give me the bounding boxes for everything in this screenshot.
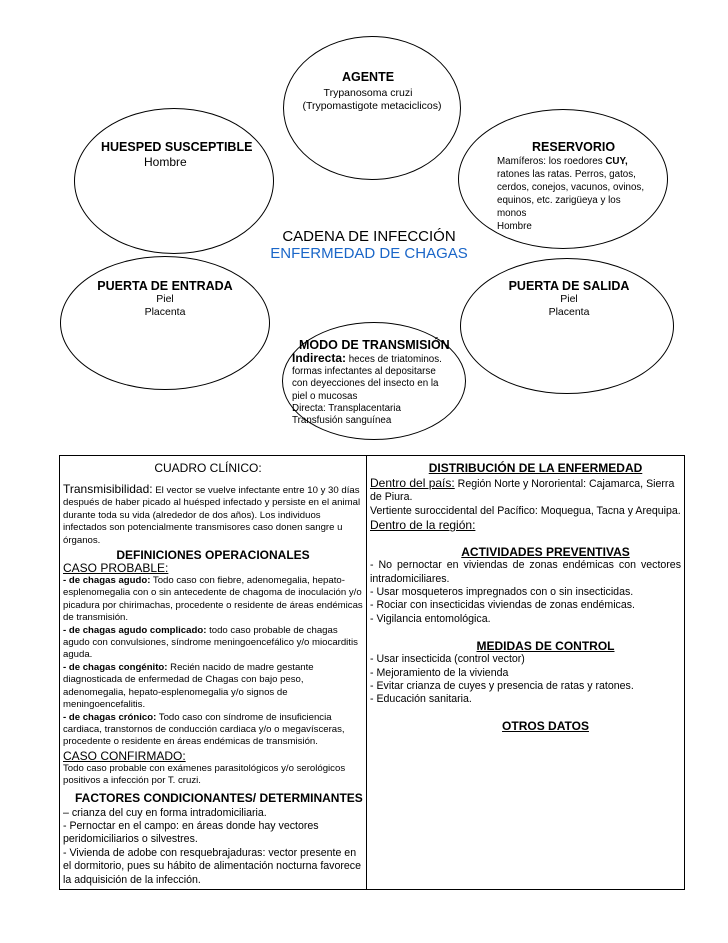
- huesped-line1: Hombre: [144, 155, 187, 169]
- agudo-text: Todo caso con fiebre, adenomegalia, hepato-esplenomegalia con o sin antecedente de chagoma de inoculación y/o picadura por chirimachas, procedente o residente de áreas endémicas de transmisión.: [63, 575, 363, 624]
- medida-4: - Educación sanitaria.: [370, 693, 472, 706]
- distribucion-heading: DISTRIBUCIÓN DE LA ENFERMEDAD: [428, 461, 643, 475]
- cronico-text: Todo caso con síndrome de insuficiencia cardiaca, transtornos de conducción cardiaca y/o o megavísceras, procedente o residente en áreas endémicas de transmisión.: [63, 711, 345, 748]
- actividades-heading: ACTIVIDADES PREVENTIVAS: [461, 545, 630, 560]
- reservorio-title: RESERVORIO: [532, 140, 616, 154]
- vertiente-text: Vertiente suroccidental del Pacífico: Moquegua, Tacna y Arequipa.: [370, 504, 681, 517]
- congenito-label: - de chagas congénito:: [63, 661, 168, 673]
- modo-text: [292, 338, 462, 432]
- complicado-text: todo caso probable de chagas agudo con convulsiones, síndrome meningoencefálico y/o miocarditis aguda.: [63, 624, 358, 661]
- medida-3: - Evitar crianza de cuyes y presencia de ratas y ratones.: [370, 680, 634, 693]
- agente-line1: Trypanosoma cruzi: [323, 87, 413, 99]
- medidas-heading: MEDIDAS DE CONTROL: [476, 639, 615, 654]
- agudo-label: - de chagas agudo:: [63, 575, 151, 587]
- medida-2: - Mejoramiento de la vivienda: [370, 666, 509, 679]
- caso-confirmado-heading: CASO CONFIRMADO:: [63, 748, 186, 763]
- modo-line: formas infectantes al depositarse: [292, 366, 436, 378]
- center-line1: CADENA DE INFECCIÓN: [282, 228, 456, 245]
- entrada-text: [90, 279, 240, 319]
- modo-line: Transfusión sanguínea: [292, 415, 392, 427]
- pais-label: Dentro del país:: [370, 476, 455, 490]
- left-column: [60, 456, 367, 890]
- modo-ind-label: Indirecta:: [292, 351, 347, 365]
- modo-line: con deyecciones del insecto en la: [292, 378, 439, 390]
- entrada-title: PUERTA DE ENTRADA: [97, 279, 233, 293]
- factor-1: – crianza del cuy en forma intradomiciliaria.: [63, 806, 267, 819]
- center-line2: ENFERMEDAD DE CHAGAS: [270, 245, 468, 262]
- huesped-text: [101, 140, 261, 169]
- agente-line2: (Trypomastigote metaciclicos): [302, 100, 442, 112]
- medida-1: - Usar insecticida (control vector): [370, 653, 525, 666]
- reservorio-text: [497, 140, 647, 232]
- actividad-1: - No pernoctar en viviendas de zonas endémicas con vectores intradomiciliares.: [370, 559, 681, 585]
- huesped-title: HUESPED SUSCEPTIBLE: [101, 140, 253, 154]
- reservorio-text-c: ratones las ratas. Perros, gatos, cerdos, conejos, vacunos, ovinos, equinos, etc. zarigüeya y los monos: [497, 169, 645, 219]
- region-label: Dentro de la región:: [370, 518, 476, 533]
- info-table: [59, 455, 685, 890]
- salida-title: PUERTA DE SALIDA: [508, 279, 630, 293]
- entrada-line1: Piel: [156, 293, 174, 305]
- entrada-line2: Placenta: [144, 306, 186, 318]
- definiciones-heading: DEFINICIONES OPERACIONALES: [116, 548, 310, 563]
- pais-text: Región Norte y Nororiental: Cajamarca, Sierra de Piura.: [370, 478, 675, 504]
- actividad-4: - Vigilancia entomológica.: [370, 612, 491, 625]
- factor-2: - Pernoctar en el campo: en áreas donde hay vectores peridomiciliarios o silvestres.: [63, 819, 319, 846]
- center-title: [262, 228, 476, 262]
- actividad-3: - Rociar con insecticidas viviendas de zonas endémicas.: [370, 599, 635, 612]
- reservorio-text-a: Mamíferos: los roedores: [497, 156, 606, 167]
- salida-text: [498, 279, 640, 319]
- complicado-label: - de chagas agudo complicado:: [63, 624, 207, 636]
- factor-3: - Vivienda de adobe con resquebrajaduras: vector presente en el dormitorio, pues su hábito de alimentación nocturna favorece la adquisición de la infección.: [63, 846, 361, 886]
- agente-title: AGENTE: [341, 70, 395, 84]
- transmisibilidad-text: El vector se vuelve infectante entre 10 y 30 días después de haber picado al huésped infectado y persiste en el animal durante toda su vida (alrededor de dos años). Los individuos infectados son potencialmente transmisores caso donen sangre u órganos.: [63, 485, 361, 546]
- modo-line: piel o mucosas: [292, 390, 358, 402]
- modo-ind-text: heces de triatominos.: [346, 354, 442, 365]
- reservorio-text-d: Hombre: [497, 221, 532, 232]
- reservorio-text-b: CUY,: [605, 156, 628, 167]
- salida-line1: Piel: [560, 293, 578, 305]
- cuadro-clinico-heading: CUADRO CLÍNICO:: [154, 461, 262, 475]
- right-column: [367, 456, 685, 890]
- modo-title: MODO DE TRANSMISIÓN: [299, 338, 450, 352]
- huesped-ellipse: [74, 108, 274, 254]
- modo-line: Directa: Transplacentaria: [292, 402, 401, 414]
- confirmado-text: Todo caso probable con exámenes parasitológicos y/o serológicos positivos a infección por T. cruzi.: [63, 762, 346, 787]
- cronico-label: - de chagas crónico:: [63, 711, 157, 723]
- entrada-ellipse: [60, 256, 270, 390]
- otros-datos-heading: OTROS DATOS: [502, 718, 589, 733]
- agente-text: [283, 70, 453, 113]
- transmisibilidad-label: Transmisibilidad:: [63, 482, 153, 496]
- congenito-text: Recién nacido de madre gestante diagnosticada de enfermedad de Chagas con bajo peso, adenomegalia, hepato-esplenomegalia y/o signos de meningoencefalitis.: [63, 661, 314, 711]
- actividad-2: - Usar mosqueteros impregnados con o sin insecticidas.: [370, 586, 634, 599]
- caso-probable-heading: CASO PROBABLE:: [63, 561, 169, 576]
- factores-heading: FACTORES CONDICIONANTES/ DETERMINANTES: [75, 790, 363, 805]
- salida-line2: Placenta: [548, 306, 590, 318]
